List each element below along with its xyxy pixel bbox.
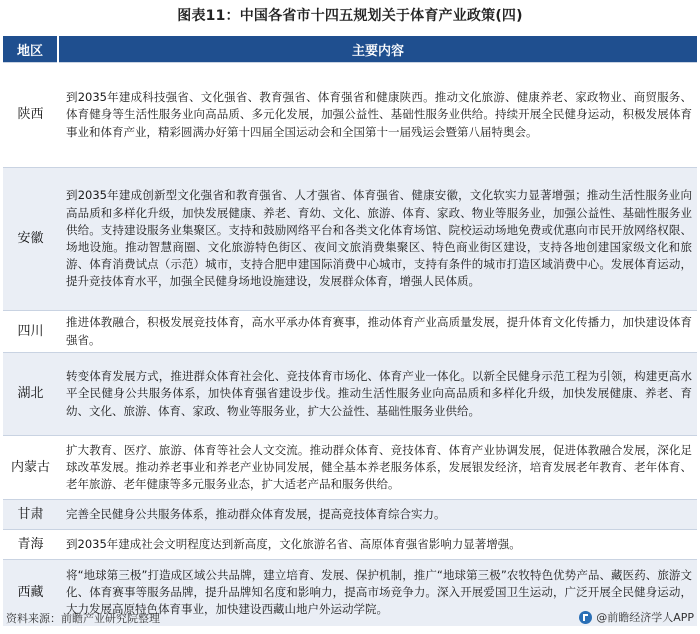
- brand-label: @前瞻经济学人APP: [596, 611, 694, 624]
- table-row: [3, 500, 697, 530]
- content-cell: 转变体育发展方式，推进群众体育社会化、竞技体育市场化、体育产业一体化。以新全民健身示范工程为引领，构建更高水平全民健身公共服务体系，加快体育强省建设步伐。推动生活性服务业向高品质和多样化升级，加快发展健康、养老、育幼、文化、旅游、体育、家政、物业等服务业，扩大公益性、基础性服务业供给。: [58, 353, 697, 436]
- content-cell: 到2035年建成创新型文化强省和教育强省、人才强省、体育强省、健康安徽，文化软实力显著增强；推动生活性服务业向高品质和多样化升级，加快发展健康、养老、育幼、文化、旅游、体育、家政、物业等服务业，加强公益性、基础性服务业供给。支持建设服务业集聚区。支持和鼓励网络平台和各类文化体育场馆、院校运动场地免费或优惠向市民开放网络权限、场地设施。推动智慧商圈、文化旅游特色街区、夜间文旅消费集聚区、特色商业街区建设，支持各地创建国家级文化和旅游、体育消费试点（示范）城市，支持合肥申建国际消费中心城市，支持有条件的城市打造区域消费中心。发展体育运动，提升竞技体育水平，加强全民健身场地设施建设，发展群众体育，增强人民体质。: [58, 168, 697, 311]
- brand-credit: [579, 609, 694, 625]
- header-content: 主要内容: [58, 36, 697, 63]
- table-row: [3, 353, 697, 436]
- header-region: 地区: [3, 36, 58, 63]
- chart-title: 图表11：中国各省市十四五规划关于体育产业政策(四): [177, 8, 523, 24]
- content-cell: 将“地球第三极”打造成区域公共品牌，建立培育、发展、保护机制，推广“地球第三极”农牧特色优势产品、藏医药、旅游文化、体育赛事等服务品牌，提升品牌知名度和影响力，提高市场竞争力。深入开展爱国卫生运动，广泛开展全民健身运动，大力发展高原特色体育事业，加快建设西藏山地户外运动学院。: [58, 560, 697, 626]
- content-cell: 到2035年建成社会文明程度达到新高度，文化旅游名省、高原体育强省影响力显著增强。: [58, 530, 697, 560]
- table-row: [3, 436, 697, 500]
- region-cell: 西藏: [3, 560, 58, 626]
- content-cell: 完善全民健身公共服务体系，推动群众体育发展，提高竞技体育综合实力。: [58, 500, 697, 530]
- table-row: [3, 530, 697, 560]
- source-note: 资料来源：前瞻产业研究院整理: [6, 612, 160, 625]
- region-cell: 安徽: [3, 168, 58, 311]
- table-row: [3, 168, 697, 311]
- region-cell: 湖北: [3, 353, 58, 436]
- region-cell: 青海: [3, 530, 58, 560]
- region-cell: 四川: [3, 311, 58, 353]
- region-cell: 内蒙古: [3, 436, 58, 500]
- table-row: [3, 311, 697, 353]
- footer: [6, 606, 694, 628]
- region-cell: 甘肃: [3, 500, 58, 530]
- content-cell: 扩大教育、医疗、旅游、体育等社会人文交流。推动群众体育、竞技体育、体育产业协调发展，促进体教融合发展，深化足球改革发展。推动养老事业和养老产业协同发展，健全基本养老服务体系，发展银发经济，培育发展老年教育、老年体育、老年旅游、老年健康等多元服务业态，扩大适老产品和服务供给。: [58, 436, 697, 500]
- table-row: [3, 63, 697, 168]
- content-cell: 推进体教融合，积极发展竞技体育，高水平承办体育赛事，推动体育产业高质量发展，提升体育文化传播力，加快建设体育强省。: [58, 311, 697, 353]
- policy-table: [3, 36, 697, 626]
- content-cell: 到2035年建成科技强省、文化强省、教育强省、体育强省和健康陕西。推动文化旅游、健康养老、家政物业、商贸服务、体育健身等生活性服务业向高品质、多元化发展，加强公益性、基础性服务业供给。持续开展全民健身运动，积极发展体育事业和体育产业，精彩圆满办好第十四届全国运动会和全国第十一届残运会暨第八届特奥会。: [58, 63, 697, 168]
- qianzhan-logo-icon: [579, 611, 592, 624]
- region-cell: 陕西: [3, 63, 58, 168]
- table-header-row: [3, 36, 697, 63]
